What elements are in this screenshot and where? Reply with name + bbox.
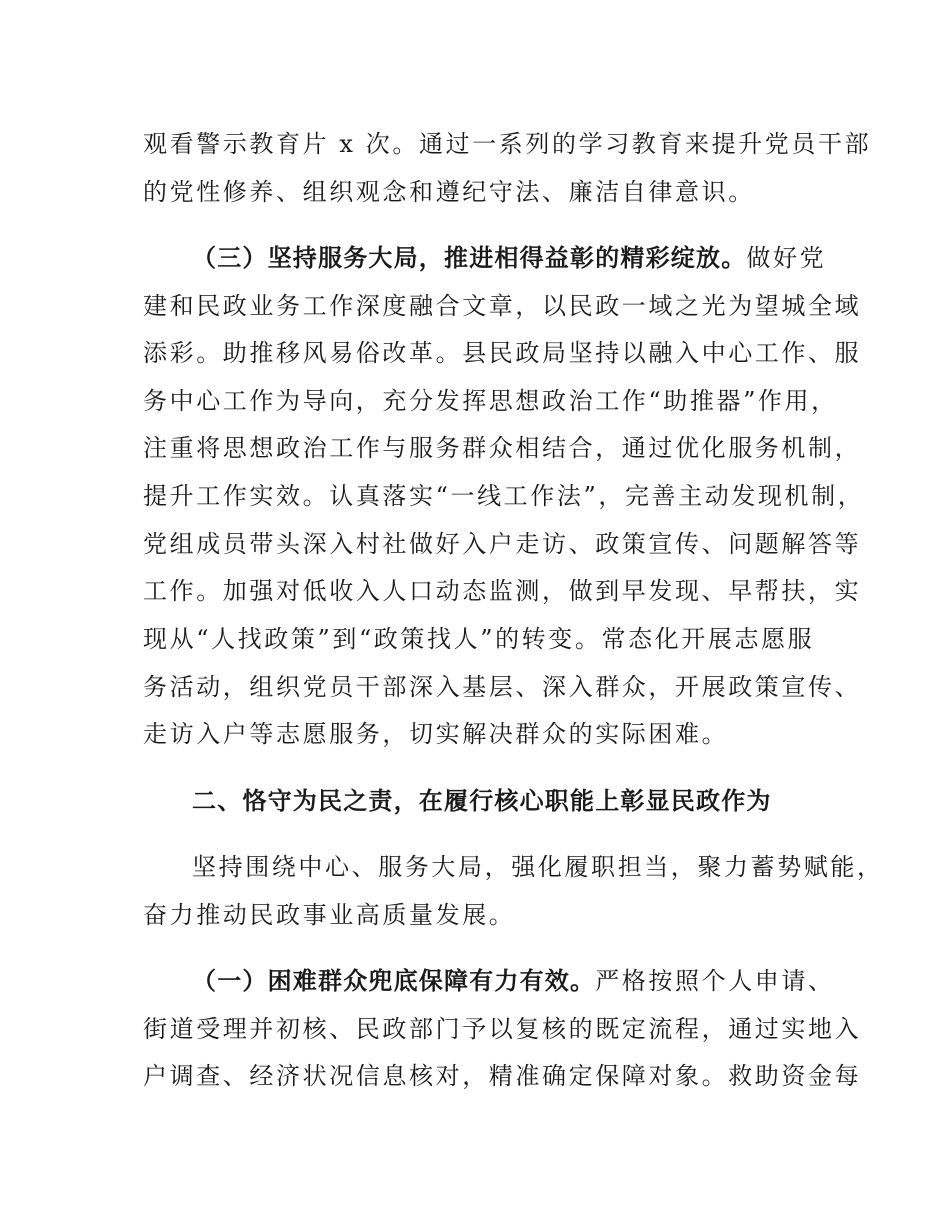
paragraph-line: 党组成员带头深入村社做好入户走访、政策宣传、问题解答等 xyxy=(143,530,862,558)
paragraph-line: 的党性修养、组织观念和遵纪守法、廉洁自律意识。 xyxy=(143,178,755,206)
paragraph-line: 建和民政业务工作深度融合文章，以民政一域之光为望城全域 xyxy=(143,292,862,320)
paragraph-line: 户调查、经济状况信息核对，精准确定保障对象。救助资金每 xyxy=(143,1062,862,1090)
paragraph-line: 务活动，组织党员干部深入基层、深入群众，开展政策宣传、 xyxy=(143,673,862,701)
subsection-heading: （三）坚持服务大局，推进相得益彰的精彩绽放。 xyxy=(192,244,747,272)
paragraph-line: 现从“人找政策”到“政策找人”的转变。常态化开展志愿服 xyxy=(143,625,815,653)
paragraph-line xyxy=(192,965,835,997)
paragraph-line: 街道受理并初核、民政部门予以复核的既定流程，通过实地入 xyxy=(143,1015,862,1043)
paragraph-line: 观看警示教育片 x 次。通过一系列的学习教育来提升党员干部 xyxy=(143,130,872,158)
paragraph-line: 走访入户等志愿服务，切实解决群众的实际困难。 xyxy=(143,720,729,748)
paragraph-line: 工作。加强对低收入人口动态监测，做到早发现、早帮扶，实 xyxy=(143,577,862,605)
paragraph-line: 注重将思想政治工作与服务群众相结合，通过优化服务机制， xyxy=(143,434,862,462)
paragraph-line: 添彩。助推移风易俗改革。县民政局坚持以融入中心工作、服 xyxy=(143,339,862,367)
paragraph-text: 做好党 xyxy=(746,244,827,272)
paragraph-line: 务中心工作为导向，充分发挥思想政治工作“助推器”作用， xyxy=(143,387,838,415)
section-heading: 二、恪守为民之责，在履行核心职能上彰显民政作为 xyxy=(192,787,772,815)
paragraph-line: 提升工作实效。认真落实“一线工作法”，完善主动发现机制， xyxy=(143,482,865,510)
subsection-heading: （一）困难群众兜底保障有力有效。 xyxy=(192,967,596,995)
paragraph-line: 坚持围绕中心、服务大局，强化履职担当，聚力蓄势赋能， xyxy=(192,853,884,881)
paragraph-line xyxy=(192,242,826,274)
paragraph-text: 严格按照个人申请、 xyxy=(595,967,835,995)
paragraph-line: 奋力推动民政事业高质量发展。 xyxy=(143,901,516,929)
